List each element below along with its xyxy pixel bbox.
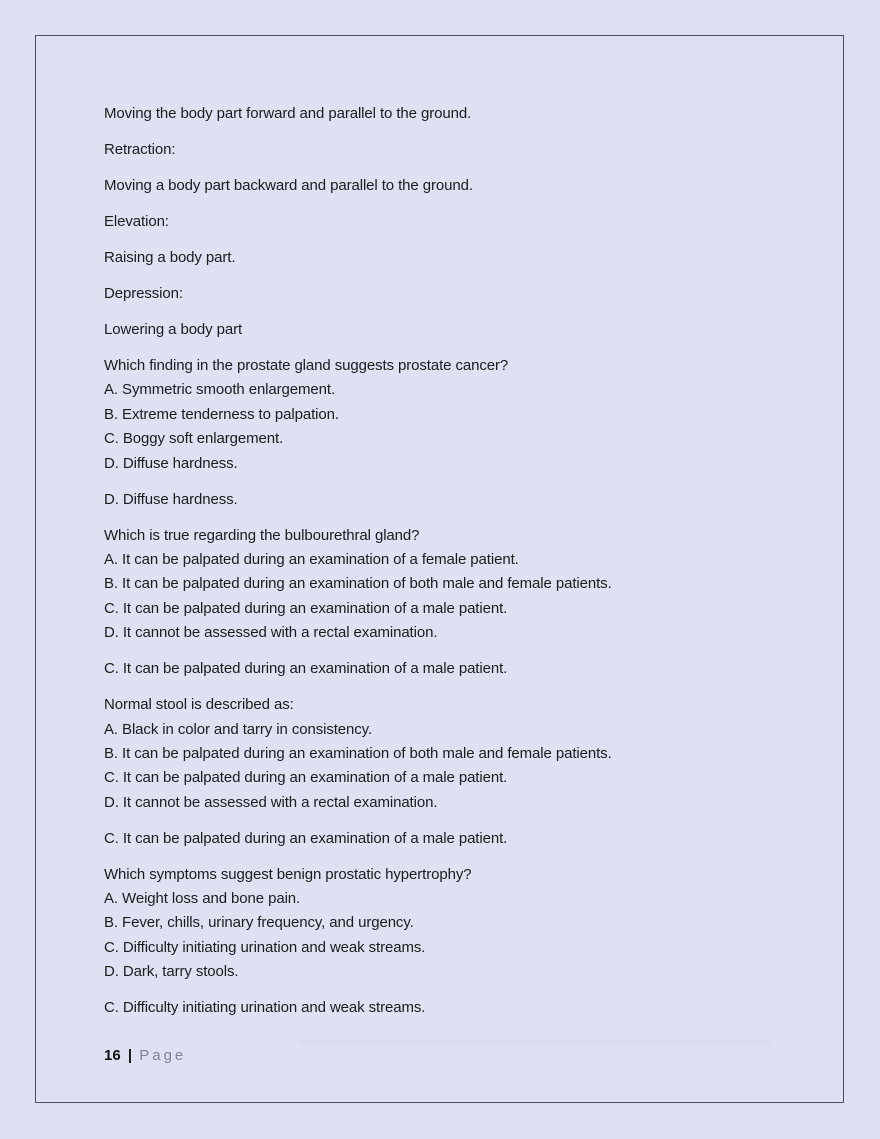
question-block (104, 865, 804, 1019)
option-b: B. Extreme tenderness to palpation. (104, 405, 339, 423)
question-text: Which symptoms suggest benign prostatic hypertrophy? (104, 865, 472, 883)
option-b: B. It can be palpated during an examination of both male and female patients. (104, 744, 612, 762)
option-c: C. Difficulty initiating urination and weak streams. (104, 938, 426, 956)
footer-separator: | (127, 1047, 133, 1064)
footer-shading (300, 1040, 770, 1046)
question-text: Which is true regarding the bulbourethral gland? (104, 526, 420, 544)
page-content (104, 104, 804, 1018)
option-b: B. Fever, chills, urinary frequency, and urgency. (104, 914, 414, 932)
option-c: C. It can be palpated during an examination of a male patient. (104, 599, 508, 617)
definition-text: Moving a body part backward and parallel to the ground. (104, 177, 473, 194)
option-a: A. Black in color and tarry in consistency. (104, 720, 373, 738)
option-b: B. It can be palpated during an examination of both male and female patients. (104, 575, 612, 593)
definition-text: Raising a body part. (104, 249, 236, 266)
definition-text: Moving the body part forward and parallel to the ground. (104, 105, 472, 122)
option-d: D. Diffuse hardness. (104, 454, 238, 472)
term-heading: Depression: (104, 285, 183, 302)
option-a: A. It can be palpated during an examination of a female patient. (104, 550, 519, 568)
term-heading: Retraction: (104, 141, 176, 158)
question-text: Which finding in the prostate gland suggests prostate cancer? (104, 357, 509, 374)
answer-text: C. Difficulty initiating urination and weak streams. (104, 999, 426, 1017)
question-block (104, 695, 804, 849)
page-label: Page (139, 1047, 187, 1064)
option-d: D. It cannot be assessed with a rectal examination. (104, 793, 438, 811)
option-a: A. Weight loss and bone pain. (104, 890, 301, 908)
answer-text: D. Diffuse hardness. (104, 490, 238, 508)
answer-text: C. It can be palpated during an examination of a male patient. (104, 829, 508, 847)
answer-text: C. It can be palpated during an examination of a male patient. (104, 660, 508, 678)
term-heading: Elevation: (104, 213, 169, 230)
option-c: C. Boggy soft enlargement. (104, 430, 284, 448)
question-text: Normal stool is described as: (104, 696, 294, 714)
definition-text: Lowering a body part (104, 321, 243, 338)
page-number: 16 (104, 1047, 121, 1064)
question-block (104, 356, 804, 510)
page-footer (104, 1046, 186, 1066)
option-d: D. Dark, tarry stools. (104, 963, 239, 981)
option-c: C. It can be palpated during an examination of a male patient. (104, 769, 508, 787)
option-a: A. Symmetric smooth enlargement. (104, 381, 336, 399)
option-d: D. It cannot be assessed with a rectal examination. (104, 624, 438, 642)
question-block (104, 526, 804, 680)
